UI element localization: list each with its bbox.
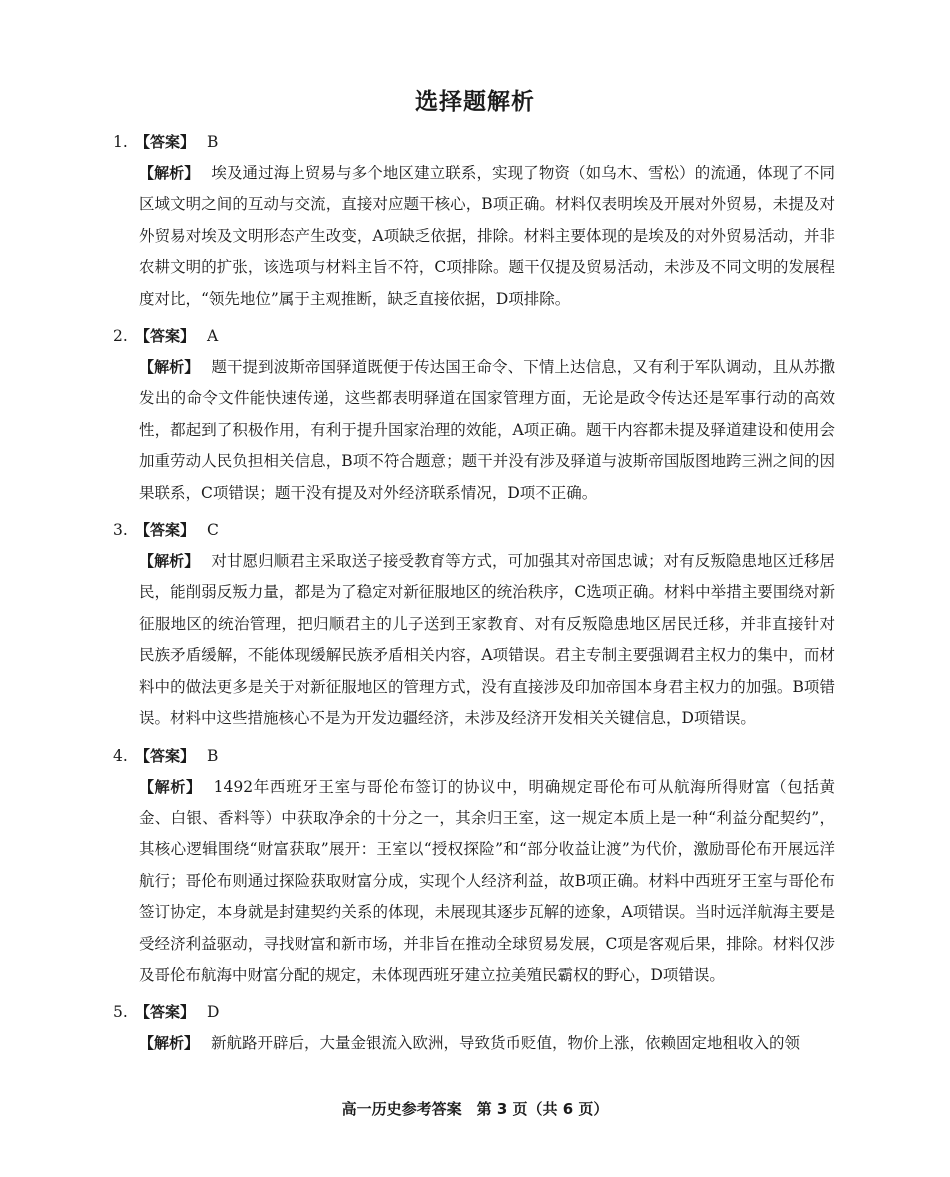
analysis-label: 【解析】 <box>139 164 200 182</box>
answer-value: B <box>207 133 219 151</box>
answer-label: 【答案】 <box>135 327 196 346</box>
question-number: 2. <box>113 327 128 346</box>
analysis-label: 【解析】 <box>139 552 200 571</box>
analysis-label: 【解析】 <box>139 777 202 796</box>
question-number: 1. <box>113 133 128 151</box>
page-title: 选择题解析 <box>415 89 535 115</box>
answer-line <box>113 321 835 352</box>
answer-value: A <box>207 327 219 346</box>
answer-line <box>113 127 835 158</box>
question-item-3 <box>113 515 835 734</box>
answer-list <box>113 127 835 1066</box>
answer-line <box>113 741 835 772</box>
answer-value: B <box>207 746 219 765</box>
analysis-text: 1492年西班牙王室与哥伦布签订的协议中，明确规定哥伦布可从航海所得财富（包括黄金、白银、香料等）中获取净余的十分之一，其余归王室，这一规定本质上是一种“利益分配契约”，其核心逻辑围绕“财富获取”展开：王室以“授权探险”和“部分收益让渡”为代价，激励哥伦布开展远洋航行；哥伦布则通过探险获取财富分成，实现个人经济利益，故B项正确。材料中西班牙王室与哥伦布签订协定，本身就是封建契约关系的体现，未展现其逐步瓦解的迹象，A项错误。当时远洋航海主要是受经济利益驱动，寻找财富和新市场，并非旨在推动全球贸易发展，C项是客观后果，排除。材料仅涉及哥伦布航海中财富分配的规定，未体现西班牙建立拉美殖民霸权的野心，D项错误。 <box>139 777 835 984</box>
answer-line <box>113 515 835 546</box>
question-item-1 <box>113 127 835 315</box>
question-item-2 <box>113 321 835 509</box>
analysis-paragraph <box>139 772 835 992</box>
answer-line <box>113 997 835 1028</box>
analysis-text: 埃及通过海上贸易与多个地区建立联系，实现了物资（如乌木、雪松）的流通，体现了不同区域文明之间的互动与交流，直接对应题干核心，B项正确。材料仅表明埃及开展对外贸易，未提及对外贸易对埃及文明形态产生改变，A项缺乏依据，排除。材料主要体现的是埃及的对外贸易活动，并非农耕文明的扩张，该选项与材料主旨不符，C项排除。题干仅提及贸易活动，未涉及不同文明的发展程度对比，“领先地位”属于主观推断，缺乏直接依据，D项排除。 <box>139 164 835 308</box>
analysis-paragraph <box>139 352 835 509</box>
analysis-label: 【解析】 <box>139 1034 200 1053</box>
question-number: 3. <box>113 521 128 540</box>
analysis-paragraph <box>139 546 835 734</box>
question-item-5 <box>113 997 835 1059</box>
question-item-4 <box>113 741 835 992</box>
answer-value: D <box>207 1003 220 1022</box>
analysis-text: 对甘愿归顺君主采取送子接受教育等方式，可加强其对帝国忠诚；对有反叛隐患地区迁移居民，能削弱反叛力量，都是为了稳定对新征服地区的统治秩序，C选项正确。材料中举措主要围绕对新征服地区的统治管理，把归顺君主的儿子送到王家教育、对有反叛隐患地区居民迁移，并非直接针对民族矛盾缓解，不能体现缓解民族矛盾相关内容，A项错误。君主专制主要强调君主权力的集中，而材料中的做法更多是关于对新征服地区的管理方式，没有直接涉及印加帝国本身君主权力的加强。B项错误。材料中这些措施核心不是为开发边疆经济，未涉及经济开发相关关键信息，D项错误。 <box>139 552 835 728</box>
answer-value: C <box>207 521 219 540</box>
analysis-paragraph <box>139 1028 835 1059</box>
question-number: 4. <box>113 746 128 765</box>
analysis-text: 题干提到波斯帝国驿道既便于传达国王命令、下情上达信息，又有利于军队调动，且从苏撒发出的命令文件能快速传递，这些都表明驿道在国家管理方面，无论是政令传达还是军事行动的高效性，都起到了积极作用，有利于提升国家治理的效能，A项正确。题干内容都未提及驿道建设和使用会加重劳动人民负担相关信息，B项不符合题意；题干并没有涉及驿道与波斯帝国版图地跨三洲之间的因果联系，C项错误；题干没有提及对外经济联系情况，D项不正确。 <box>139 358 835 502</box>
answer-label: 【答案】 <box>135 521 196 540</box>
analysis-label: 【解析】 <box>139 358 200 377</box>
page-footer: 高一历史参考答案 第 3 页（共 6 页） <box>341 1100 609 1118</box>
answer-label: 【答案】 <box>135 746 196 765</box>
question-number: 5. <box>113 1003 128 1022</box>
analysis-text: 新航路开辟后，大量金银流入欧洲，导致货币贬值，物价上涨，依赖固定地租收入的领 <box>211 1034 801 1053</box>
answer-label: 【答案】 <box>135 133 196 151</box>
answer-label: 【答案】 <box>135 1003 196 1022</box>
analysis-paragraph <box>139 158 835 315</box>
